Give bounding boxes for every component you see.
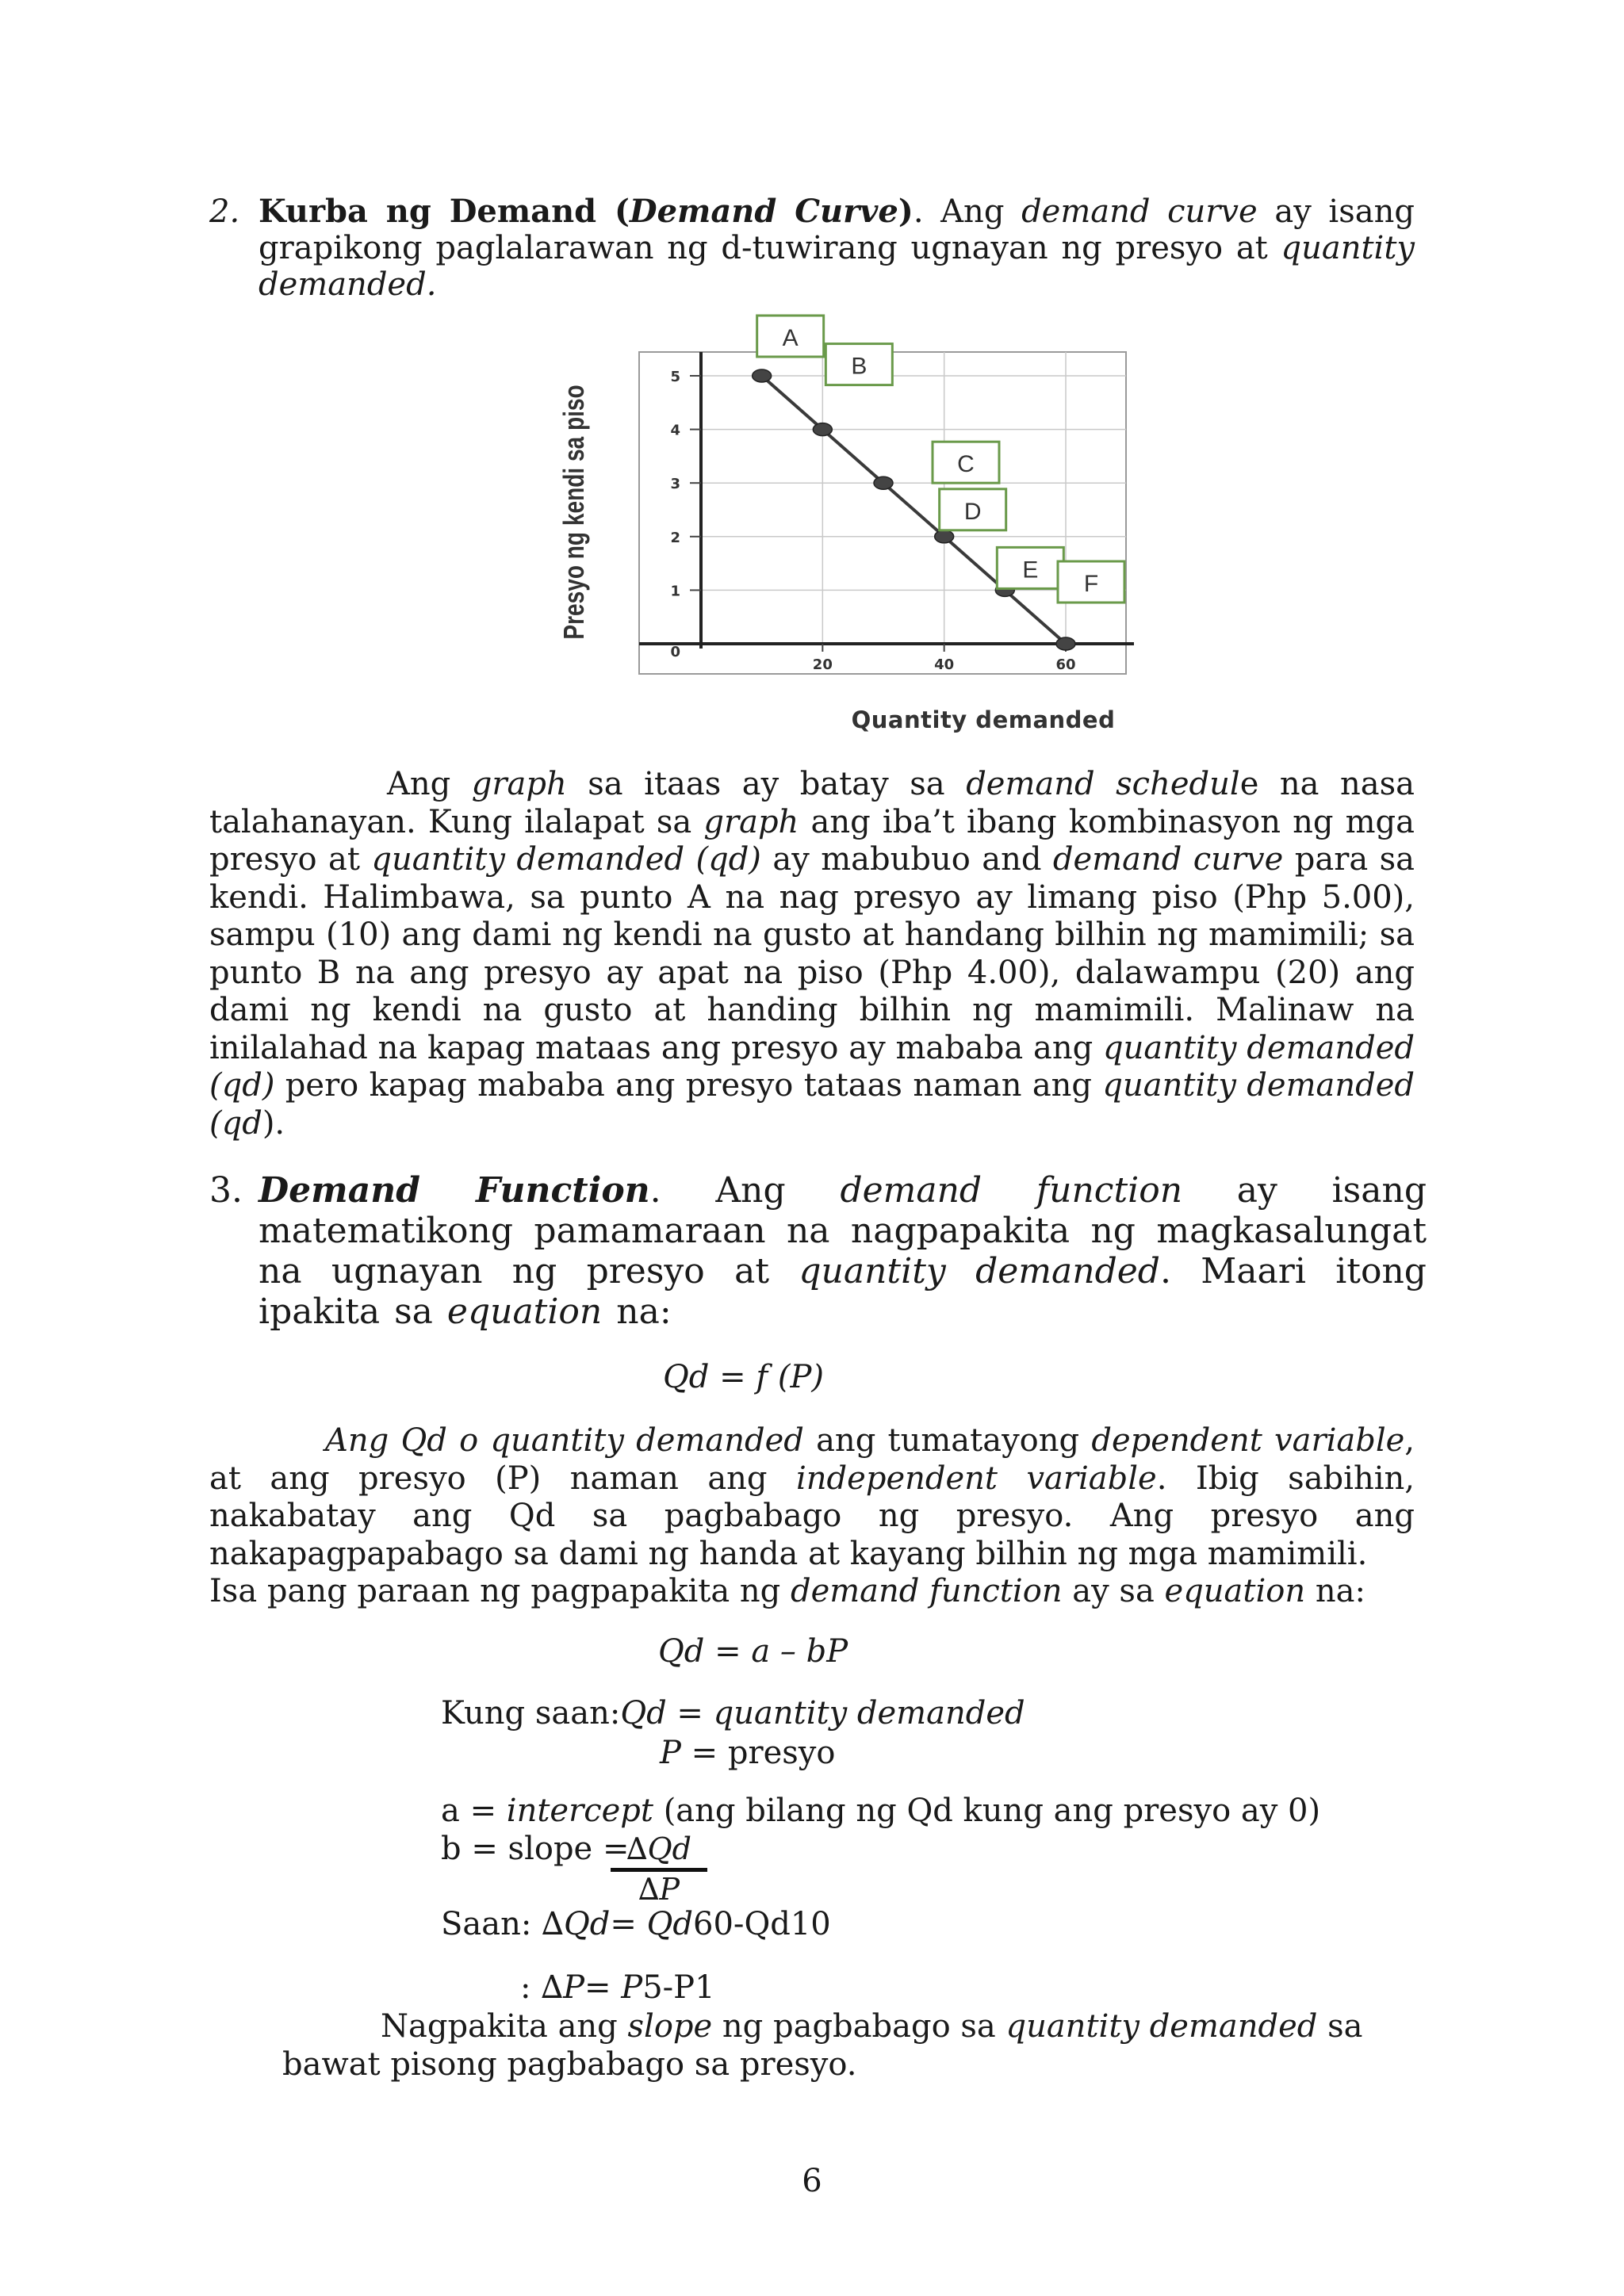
data-point [935,530,954,543]
page-number: 6 [802,2163,822,2199]
slope-definition: b = slope = [441,1831,630,1867]
text-run: Isa pang paraan ng pagpapakita ng [209,1573,791,1609]
fraction-numerator: ∆Qd [626,1831,691,1866]
term: independent variable [796,1460,1157,1497]
term: demand schedul [966,766,1240,802]
point-label: C [957,451,975,478]
text-run: sa bawat piso [282,2008,1363,2083]
text-run: = [610,1906,647,1942]
text-run: ay isang grapikong paglalarawan ng d-tuwirang ugnayan ng presyo at [259,193,1415,266]
point-label: B [851,353,868,380]
def-quantity-demanded: quantity demanded [713,1695,1025,1732]
text-run: na: [1305,1573,1365,1609]
text-run: 60-Qd10 [693,1906,831,1942]
point-label: E [1022,557,1039,584]
section-3-text [259,1170,1427,1332]
text-run: 5-P1 [642,1969,715,2006]
y-axis-label: Presyo ng kendi sa piso [557,385,590,640]
term: slope [627,2008,713,2045]
term: demand function [840,1170,1183,1211]
term-demand-curve: demand curve [1021,193,1258,230]
term: demand curve [1052,841,1284,878]
text-run: , at ang presyo (P) naman ang [209,1422,1415,1497]
text-run: para sa kendi. Halimbawa, sa punto A na nag presyo ay limang piso (Php 5.00), sampu (10) ang dami ng kendi na gusto at handang bilhin ng mamimili; sa punto B na ang presyo ay apat na piso (Php 4.00), dalawampu (20) ang dami ng kendi na gusto at handing bilhin ng mamimili. Malinaw na inilalahad na kapag mataas ang presyo ay mababa ang [209,841,1415,1066]
section-2-demand-curve [209,193,1415,303]
point-label: D [963,498,982,525]
origin-label: 0 [670,644,680,660]
text-run: . Ang [649,1170,841,1211]
var-qd: Qd [563,1906,611,1942]
x-axis-label: Quantity demanded [851,706,1116,733]
saan-delta-qd [441,1906,831,1942]
chart-frame [639,352,1126,674]
text-run: = [666,1695,714,1732]
def-presyo: = presyo [680,1735,836,1771]
text-run: Ang [387,766,472,802]
term: quantity demanded (qd) [371,841,761,878]
y-tick-label: 2 [670,529,680,546]
saan-delta-p [520,1969,715,2006]
text-run: pero kapag mababa ang presyo tataas naman ang [274,1067,1103,1104]
x-tick-label: 20 [812,656,833,673]
term: demand function [790,1573,1063,1609]
text-run: = [584,1969,622,2006]
text-run: . Ibig sabihin, nakabatay ang Qd sa pagbabago ng presyo. Ang presyo ang nakapagpapabago sa dami ng handa at kayang bilhin ng mga mamimili. [209,1460,1415,1572]
kung-saan-label: Kung saan: [441,1695,621,1732]
text-run: : ∆ [520,1969,564,2006]
text-run: ). [262,1104,285,1142]
y-tick-label: 1 [670,583,680,600]
section-2-number: 2. [209,193,240,230]
term: Ang Qd o quantity demanded [325,1422,804,1459]
term: graph [703,803,799,840]
x-tick-label: 40 [934,656,955,673]
section-3-title: Demand Function [259,1170,650,1211]
data-point [753,369,772,382]
var-p: P [563,1969,585,2006]
demand-curve-svg [539,314,1142,734]
equation-qd-f-p: Qd = f (P) [663,1359,824,1395]
section-2-title-close: ) [898,193,914,230]
data-point [874,476,893,489]
text-run: ang iba’t ibang kombinasyon ng mga presyo at [209,803,1415,878]
section-2-text [259,193,1415,303]
fraction-denominator: ∆P [638,1872,680,1907]
paragraph-slope [282,2007,1415,2084]
text-run: ay isang matematikong pamamaraan na nagpapakita ng magkasalungat na ugnayan ng presyo at [259,1170,1427,1292]
data-point [813,423,832,436]
term: quantity demanded (qd) [209,1029,1415,1104]
term: graph [471,766,567,802]
section-2-title-term: Demand Curve [629,193,898,230]
slope-fraction [611,1831,707,1907]
term: quantity demanded [1005,2008,1318,2045]
term: equation [1164,1573,1306,1609]
y-tick-label: 3 [670,476,680,493]
kung-saan-definitions [441,1693,1025,1773]
data-point [1056,637,1075,650]
text-run: . Ang [913,193,1022,230]
term-intercept: intercept [506,1793,653,1829]
text-run: ang tumatayong [803,1422,1092,1459]
text-run: ng pagbabago sa [712,2008,1006,2045]
term: quantity demanded [799,1251,1160,1292]
y-tick-label: 4 [670,422,680,439]
term-quantity-demanded: quantity demanded. [259,230,1415,303]
term: equation [446,1292,603,1332]
var-qd: Qd [646,1906,694,1942]
text-run: Nagpakita ang [381,2008,628,2045]
term: quantity demanded (qd [209,1067,1415,1142]
var-p: P [621,1969,643,2006]
section-3-number: 3. [209,1170,243,1211]
paragraph-graph-explanation [209,766,1415,1142]
section-3-demand-function [209,1170,1427,1332]
text-run: ay sa [1062,1573,1165,1609]
a-b-definitions [441,1792,1320,1868]
text-run: na: [602,1292,672,1332]
paragraph-variables [209,1422,1415,1611]
var-p: P [660,1735,681,1771]
point-label: A [782,325,799,351]
text-run: Saan: ∆ [441,1906,564,1942]
term: dependent variable [1091,1422,1405,1459]
text-run: sa itaas ay batay sa [566,766,967,802]
point-label: F [1083,571,1099,597]
text-run: ay mabubuo and [760,841,1053,878]
var-qd: Qd [620,1695,667,1732]
section-2-title: Kurba ng Demand ( [259,193,630,230]
equation-qd-a-bp: Qd = a – bP [658,1633,848,1670]
demand-curve-chart [539,314,1142,734]
text-run: e na nasa talahanayan. Kung ilalapat sa [209,766,1415,840]
x-tick-label: 60 [1055,656,1076,673]
text-run: ng pagbabago sa presyo. [456,2046,857,2083]
text-run: . Maari itong ipakita sa [259,1251,1427,1332]
text-run: (ang bilang ng Qd kung ang presyo ay 0) [653,1793,1321,1829]
text-run: a = [441,1793,507,1829]
y-tick-label: 5 [670,369,680,385]
